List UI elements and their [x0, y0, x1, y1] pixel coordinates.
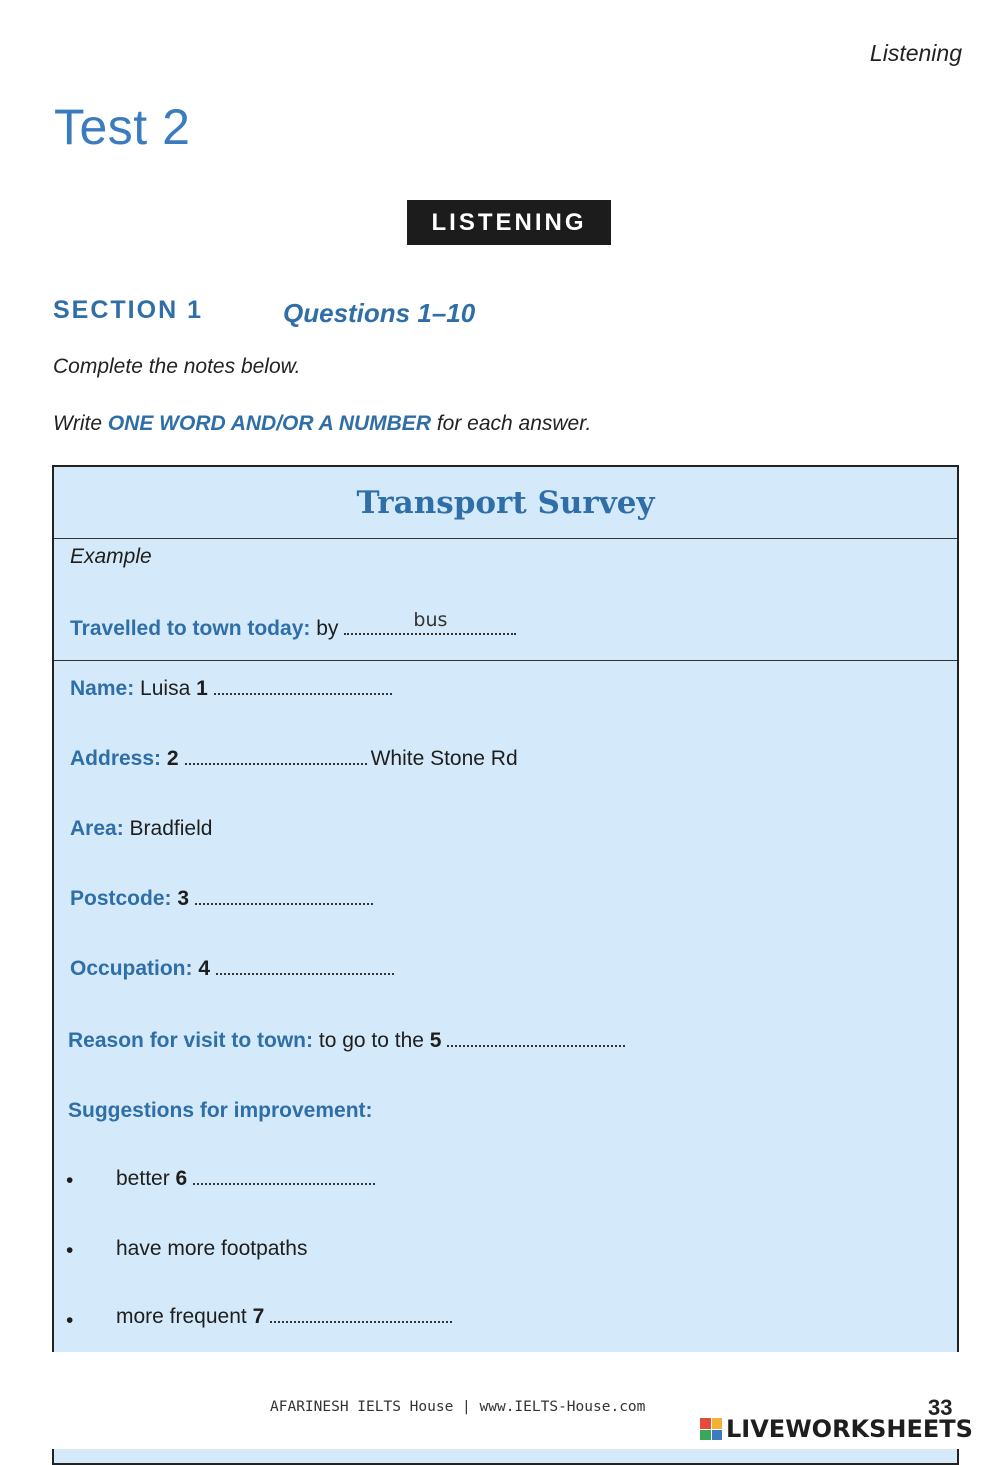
listening-badge: LISTENING	[407, 200, 611, 245]
question-number-1: 1	[196, 677, 208, 700]
bullet-icon: •	[66, 1169, 74, 1192]
suggestion-frequent	[116, 1305, 456, 1329]
question-number-6: 6	[175, 1167, 188, 1190]
instruction-prefix: Write	[53, 412, 108, 435]
question-number-7: 7	[252, 1305, 265, 1328]
suggestion-frequent-text: more frequent	[116, 1305, 247, 1328]
instruction-word-limit	[53, 412, 591, 436]
answer-gap-5[interactable]	[447, 1029, 625, 1047]
question-number-4: 4	[198, 957, 211, 980]
field-reason-text: to go to the	[318, 1029, 424, 1052]
instruction-suffix: for each answer.	[430, 412, 592, 435]
instruction-complete-notes: Complete the notes below.	[53, 355, 301, 378]
suggestion-better-text: better	[116, 1167, 170, 1190]
section-label: SECTION 1	[53, 296, 203, 324]
question-number-2: 2	[166, 747, 179, 770]
field-address-label: Address:	[70, 747, 162, 770]
question-number-5: 5	[429, 1029, 442, 1052]
bullet-icon: •	[66, 1239, 74, 1262]
example-divider	[54, 660, 957, 661]
field-area	[70, 817, 212, 841]
answer-gap-1[interactable]	[214, 677, 392, 695]
suggestions-label: Suggestions for improvement:	[68, 1099, 373, 1122]
example-row	[70, 609, 520, 641]
field-address	[70, 747, 518, 771]
bullet-icon: •	[66, 1309, 74, 1332]
field-name	[70, 677, 396, 701]
example-answer-gap	[344, 609, 516, 635]
suggestion-footpaths	[116, 1237, 307, 1261]
questions-label: Questions 1–10	[283, 298, 476, 328]
field-occupation-label: Occupation:	[70, 957, 193, 980]
field-name-label: Name:	[70, 677, 135, 700]
field-postcode	[70, 887, 377, 911]
field-name-text: Luisa	[140, 677, 191, 700]
answer-gap-7[interactable]	[270, 1305, 452, 1323]
example-field-text: by	[316, 617, 339, 640]
field-area-value: Bradfield	[129, 817, 213, 840]
footer-source: AFARINESH IELTS House | www.IELTS-House.com	[270, 1399, 646, 1415]
answer-gap-4[interactable]	[216, 957, 394, 975]
liveworksheets-brand[interactable]	[700, 1414, 973, 1444]
field-reason	[68, 1029, 629, 1053]
field-occupation	[70, 957, 398, 981]
field-reason-label: Reason for visit to town:	[68, 1029, 314, 1052]
running-head: Listening	[869, 40, 962, 66]
liveworksheets-logo-icon	[700, 1418, 722, 1440]
answer-gap-3[interactable]	[195, 887, 373, 905]
field-address-text: White Stone Rd	[370, 747, 518, 770]
suggestions-heading	[68, 1099, 373, 1123]
field-postcode-label: Postcode:	[70, 887, 172, 910]
suggestion-footpaths-text: have more footpaths	[116, 1237, 308, 1260]
test-title: Test 2	[54, 99, 191, 155]
suggestion-better	[116, 1167, 379, 1191]
notes-title: Transport Survey	[54, 467, 957, 539]
answer-gap-6[interactable]	[193, 1167, 375, 1185]
page-number: 33	[928, 1395, 953, 1420]
example-field-label: Travelled to town today:	[70, 617, 311, 640]
notes-box	[52, 465, 959, 1465]
brand-name: LIVEWORKSHEETS	[726, 1415, 973, 1443]
example-label: Example	[70, 545, 152, 568]
answer-gap-2[interactable]	[185, 747, 367, 765]
example-answer: bus	[413, 609, 448, 631]
instruction-word-limit-emphasis: ONE WORD AND/OR A NUMBER	[107, 412, 431, 435]
field-area-label: Area:	[70, 817, 124, 840]
question-number-3: 3	[177, 887, 190, 910]
